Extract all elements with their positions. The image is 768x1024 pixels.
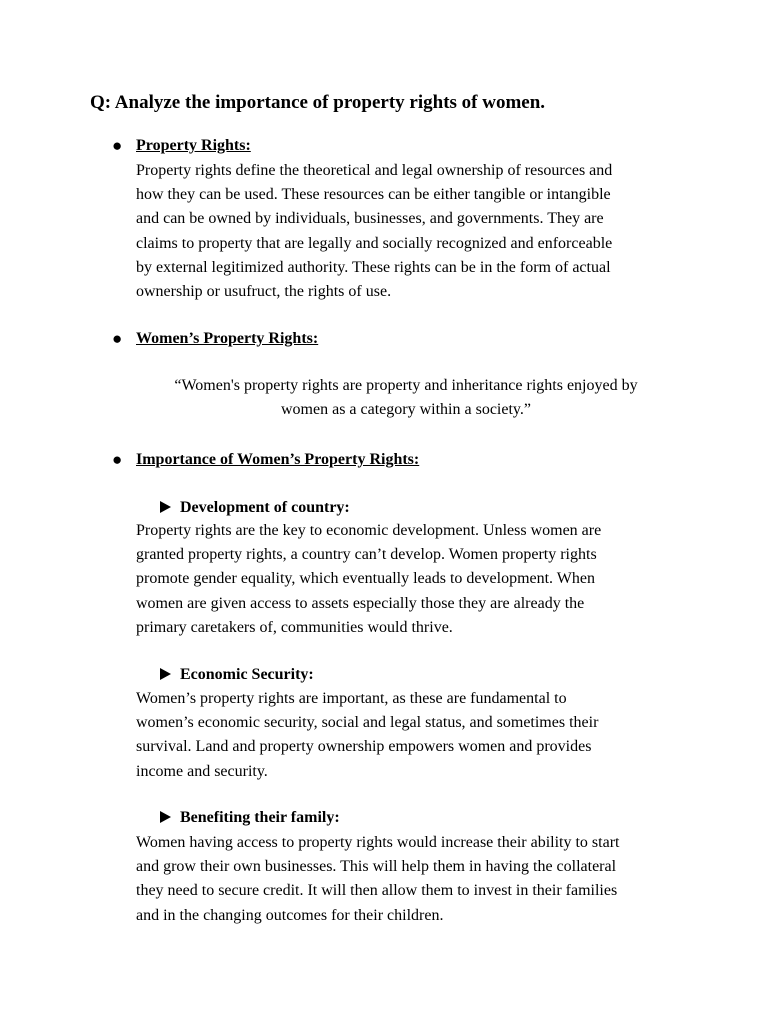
development-paragraph <box>136 519 676 640</box>
paragraph-line: ownership or usufruct, the rights of use. <box>136 283 392 301</box>
paragraph-line: by external legitimized authority. These rights can be in the form of actual <box>136 258 611 276</box>
family-paragraph <box>136 831 676 928</box>
womens-property-rights-heading: Women’s Property Rights: <box>136 330 319 347</box>
paragraph-line: how they can be used. These resources can be either tangible or intangible <box>136 186 611 204</box>
definition-quote <box>136 374 676 422</box>
paragraph-line: survival. Land and property ownership empowers women and provides <box>136 738 592 756</box>
subsection-heading <box>160 497 350 519</box>
paragraph-line: and grow their own businesses. This will help them in having the collateral <box>136 858 617 876</box>
paragraph-line: they need to secure credit. It will then allow them to invest in their families <box>136 882 618 900</box>
paragraph-line: primary caretakers of, communities would thrive. <box>136 618 453 636</box>
bullet-icon: ● <box>112 450 123 469</box>
subsection-heading-text: Economic Security: <box>180 666 314 683</box>
quote-line: “Women's property rights are property and inheritance rights enjoyed by <box>174 377 638 394</box>
arrowhead-bullet-icon <box>160 501 171 513</box>
subsection-heading <box>160 664 314 686</box>
paragraph-line: Property rights define the theoretical and legal ownership of resources and <box>136 162 613 179</box>
bullet-icon: ● <box>112 329 123 348</box>
question-title: Q: Analyze the importance of property rights of women. <box>90 92 546 113</box>
subsection-heading-text: Development of country: <box>180 499 350 516</box>
paragraph-line: Women’s property rights are important, as these are fundamental to <box>136 690 567 707</box>
paragraph-line: granted property rights, a country can’t develop. Women property rights <box>136 546 597 564</box>
paragraph-line: and can be owned by individuals, businesses, and governments. They are <box>136 210 604 228</box>
property-rights-paragraph <box>136 159 676 304</box>
paragraph-line: and in the changing outcomes for their children. <box>136 906 444 924</box>
subsection-heading <box>160 807 340 829</box>
arrowhead-bullet-icon <box>160 811 171 823</box>
paragraph-line: claims to property that are legally and socially recognized and enforceable <box>136 234 613 252</box>
paragraph-line: women’s economic security, social and legal status, and sometimes their <box>136 714 599 732</box>
paragraph-line: Property rights are the key to economic development. Unless women are <box>136 522 602 539</box>
paragraph-line: women are given access to assets especially those they are already the <box>136 594 585 612</box>
subsection-heading-text: Benefiting their family: <box>180 809 340 826</box>
paragraph-line: income and security. <box>136 762 268 780</box>
bullet-icon: ● <box>112 136 123 155</box>
quote-line: women as a category within a society.” <box>281 401 531 419</box>
property-rights-heading: Property Rights: <box>136 137 251 154</box>
importance-heading: Importance of Women’s Property Rights: <box>136 451 420 468</box>
paragraph-line: Women having access to property rights would increase their ability to start <box>136 834 620 851</box>
arrowhead-bullet-icon <box>160 668 171 680</box>
paragraph-line: promote gender equality, which eventually leads to development. When <box>136 570 595 588</box>
economic-security-paragraph <box>136 687 676 784</box>
